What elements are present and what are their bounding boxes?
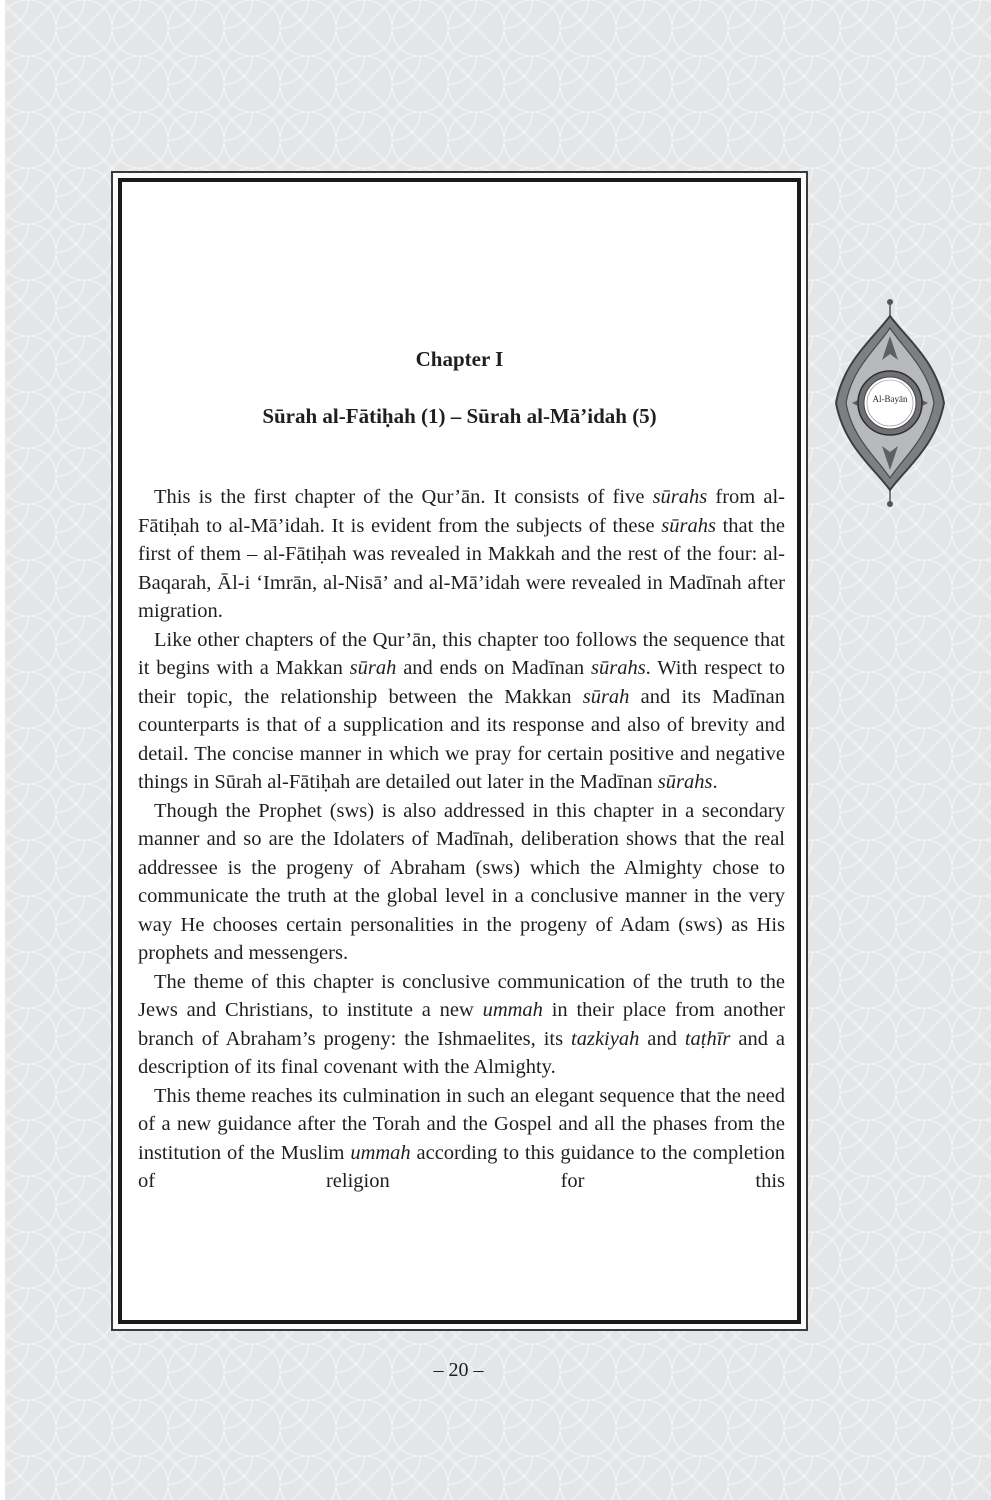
- text-run: and: [639, 1027, 685, 1050]
- italic-term: ummah: [482, 999, 543, 1021]
- paragraph-2: [138, 626, 785, 797]
- paragraph-4: [138, 968, 785, 1082]
- text-run: and a description of its final covenant with the Almighty.: [138, 1027, 785, 1078]
- page-edge: [0, 0, 5, 1500]
- paragraph-5: [138, 1082, 785, 1196]
- italic-term: sūrahs: [652, 486, 708, 508]
- text-run: and ends on Madīnan: [396, 657, 591, 679]
- arabesque-medallion-icon: [832, 298, 948, 508]
- text-run: Though the Prophet (sws) is also addressed in this chapter in a secondary manner and so are the Idolaters of Madīnah, deliberation shows that the real addressee is the progeny of Abraham (sws) which the Almighty chose to communicate the truth at the global level in a conclusive manner in the very way He chooses certain personalities in the progeny of Adam (sws) as His prophets and messengers.: [138, 799, 785, 964]
- text-run: . With respect to their topic, the relationship between the Makkan: [138, 657, 786, 708]
- italic-term: sūrah: [349, 657, 397, 679]
- page-number: – 20 –: [433, 1359, 484, 1381]
- body-text: [138, 483, 785, 1196]
- paragraph-1: [138, 483, 785, 626]
- text-run: This theme reaches its culmination in such an elegant sequence that the need of a new guidance after the Torah and the Gospel and all the phases from the institution of the Muslim: [138, 1084, 785, 1164]
- text-run: in their place from another branch of Abraham’s progeny: the Ishmaelites, its: [138, 999, 786, 1050]
- text-run: and its Madīnan counterparts is that of a supplication and its response and also of brevity and detail. The concise manner in which we pray for certain positive and negative things in Sūrah al-Fātiḥah are detailed out later in the Madīnan: [138, 685, 785, 793]
- italic-term: tazkiyah: [571, 1027, 640, 1050]
- italic-term: sūrahs: [657, 771, 713, 793]
- text-run: Like other chapters of the Qur’ān, this chapter too follows the sequence that it begins with a Makkan: [138, 628, 785, 679]
- italic-term: ummah: [350, 1141, 411, 1164]
- text-run: .: [712, 771, 718, 793]
- text-run: The theme of this chapter is conclusive communication of the truth to the Jews and Christians, to institute a new: [138, 970, 785, 1021]
- text-frame-inner: [118, 178, 801, 1324]
- text-run: This is the first chapter of the Qur’ān. It consists of five: [154, 486, 653, 508]
- text-run: that the first of them – al-Fātiḥah was revealed in Makkah and the rest of the four: al-Baqarah, Āl-i ‘Imrān, al-Nisā’ and al-Mā’idah were revealed in Madīnah after migration.: [138, 514, 785, 622]
- text-frame: [111, 171, 808, 1331]
- italic-term: sūrahs: [590, 657, 646, 679]
- italic-term: taṭhīr: [684, 1027, 731, 1050]
- paragraph-3: [138, 797, 785, 968]
- chapter-subheading: Sūrah al-Fātiḥah (1) – Sūrah al-Mā’idah (5): [262, 404, 657, 428]
- text-run: according to this guidance to the completion of religion for this: [138, 1141, 785, 1192]
- medallion-label: Al-Bayān: [872, 394, 908, 404]
- italic-term: sūrahs: [661, 514, 716, 537]
- text-run: from al-Fātiḥah to al-Mā’idah. It is evident from the subjects of these: [138, 486, 785, 537]
- chapter-heading: Chapter I: [415, 347, 504, 371]
- italic-term: sūrah: [582, 685, 630, 708]
